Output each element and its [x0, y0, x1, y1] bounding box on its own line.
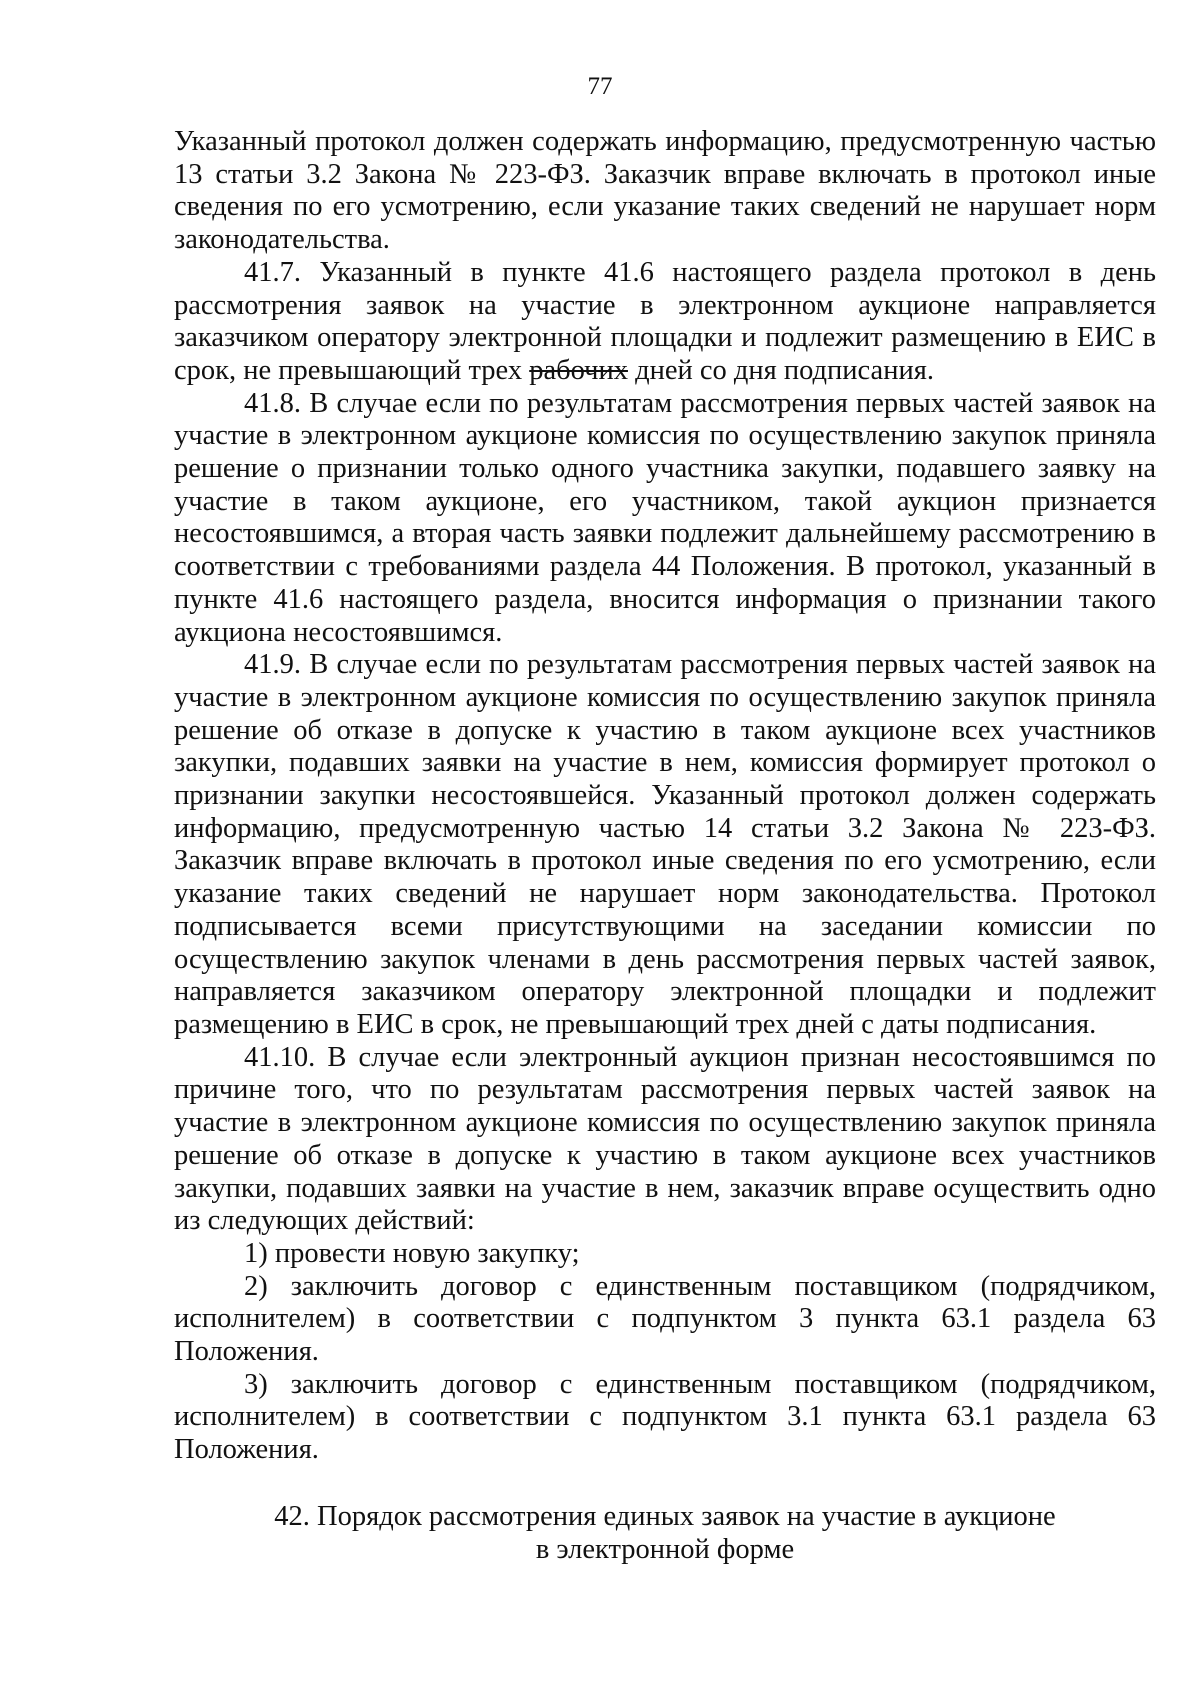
list-item-1: 1) провести новую закупку; [244, 1237, 580, 1269]
paragraph-41-10: 41.10. В случае если электронный аукцион признан несостоявшимся по причине того, что по результатам рассмотрения первых частей заявок на участие в электронном аукционе комиссия по осуществлению закупок приняла решение об отказе в допуске к участию в таком аукционе всех участников закупки, подавших заявки на участие в нем, заказчик вправе осуществить одно из следующих действий: [174, 1041, 1156, 1237]
page-number: 77 [587, 73, 613, 100]
paragraph-protocol-content: Указанный протокол должен содержать информацию, предусмотренную частью 13 статьи 3.2 Закона № 223-ФЗ. Заказчик вправе включать в протокол иные сведения по его усмотрению, если указание таких сведений не нарушает норм законодательства. [174, 126, 1156, 256]
paragraph-41-8: 41.8. В случае если по результатам рассмотрения первых частей заявок на участие в электронном аукционе комиссия по осуществлению закупок приняла решение о признании только одного участника закупки, подавшего заявку на участие в таком аукционе, его участником, такой аукцион признается несостоявшимся, а вторая часть заявки подлежит дальнейшему рассмотрению в соответствии с требованиями раздела 44 Положения. В протокол, указанный в пункте 41.6 настоящего раздела, вносится информация о признании такого аукциона несостоявшимся. [174, 387, 1156, 648]
list-item-2: 2) заключить договор с единственным поставщиком (подрядчиком, исполнителем) в соответствии с подпунктом 3 пункта 63.1 раздела 63 Положения. [174, 1270, 1156, 1368]
paragraph-41-9: 41.9. В случае если по результатам рассмотрения первых частей заявок на участие в электронном аукционе комиссия по осуществлению закупок приняла решение об отказе в допуске к участию в таком аукционе всех участников закупки, подавших заявки на участие в нем, комиссия формирует протокол о признании закупки несостоявшейся. Указанный протокол должен содержать информацию, предусмотренную частью 14 статьи 3.2 Закона № 223-ФЗ. Заказчик вправе включать в протокол иные сведения по его усмотрению, если указание таких сведений не нарушает норм законодательства. Протокол подписывается всеми присутствующими на заседании комиссии по осуществлению закупок членами в день рассмотрения первых частей заявок, направляется заказчиком оператору электронной площадки и подлежит размещению в ЕИС в срок, не превышающий трех дней с даты подписания. [174, 649, 1156, 1040]
struck-word: рабочих [529, 354, 628, 386]
section-title-line-2: в электронной форме [535, 1533, 795, 1565]
document-body [174, 126, 1156, 1566]
paragraph-41-7 [174, 257, 1156, 388]
paragraph-41-7-end: дней со дня подписания. [635, 354, 934, 386]
paragraph-41-7-text: 41.7. Указанный в пункте 41.6 настоящего раздела протокол в день рассмотрения заявок на участие в электронном аукционе направляется заказчиком оператору электронной площадки и подлежит размещению в ЕИС в срок, не превышающий трех [174, 256, 1156, 386]
list-item-3: 3) заключить договор с единственным поставщиком (подрядчиком, исполнителем) в соответствии с подпунктом 3.1 пункта 63.1 раздела 63 Положения. [174, 1368, 1156, 1466]
section-title-line-1: 42. Порядок рассмотрения единых заявок на участие в аукционе [274, 1500, 1056, 1532]
section-title [174, 1501, 1156, 1566]
